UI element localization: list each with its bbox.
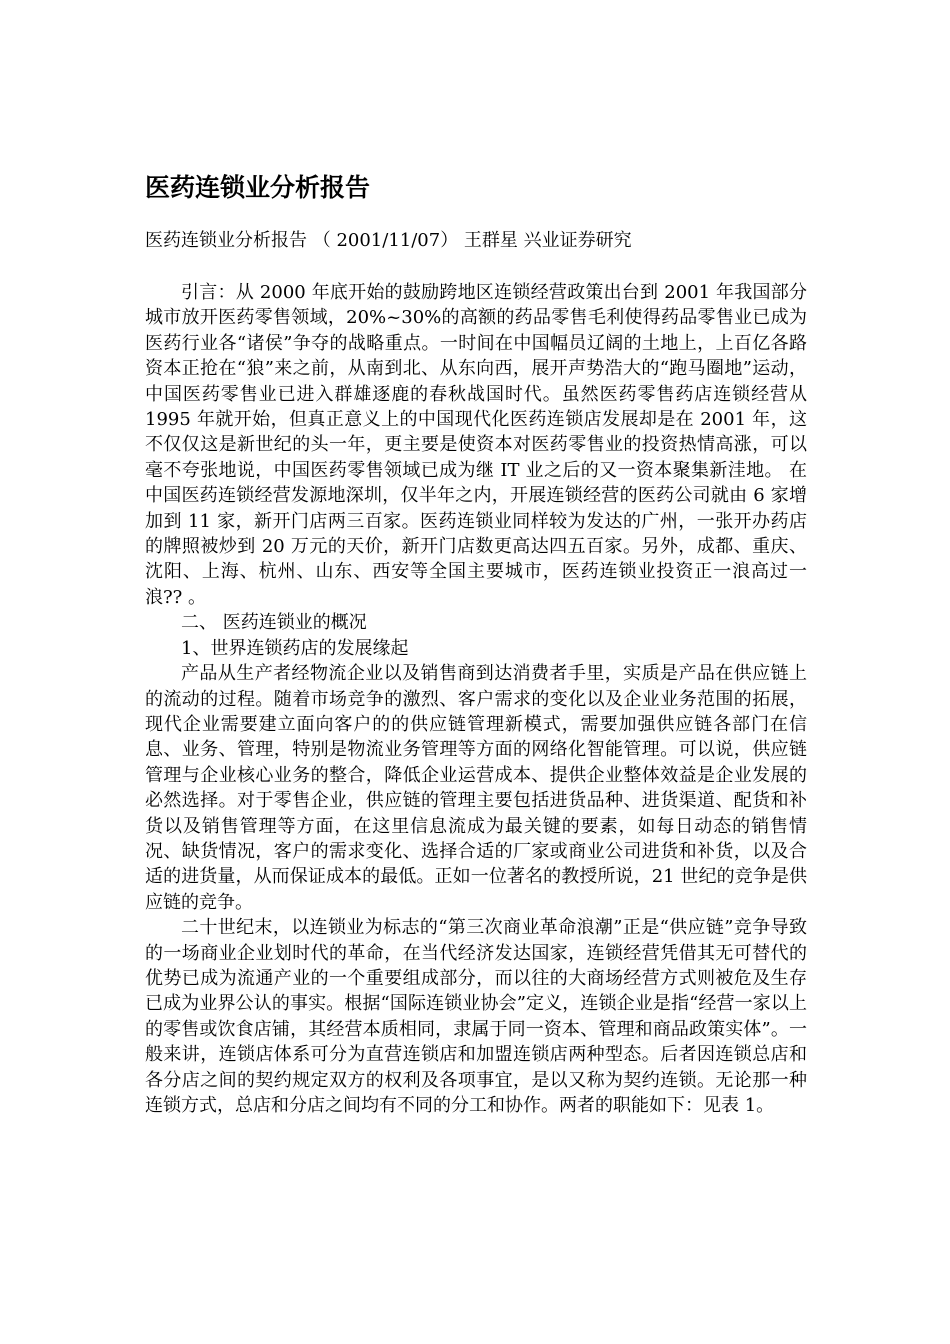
intro-paragraph: 引言：从 2000 年底开始的鼓励跨地区连锁经营政策出台到 2001 年我国部分城市放开医药零售领域，20%~30%的高额的药品零售毛利使得药品零售业已成为医药行业各“诸侯”争夺的战略重点。一时间在中国幅员辽阔的土地上，上百亿各路资本正抢在“狼”来之前，从南到北、从东向西，展开声势浩大的“跑马圈地”运动，中国医药零售业已进入群雄逐鹿的春秋战国时代。虽然医药零售药店连锁经营从 1995 年就开始，但真正意义上的中国现代化医药连锁店发展却是在 2001 年，这不仅仅这是新世纪的头一年，更主要是使资本对医药零售业的投资热情高涨，可以毫不夸张地说，中国医药零售领域已成为继 IT 业之后的又一资本聚集新洼地。 在中国医药连锁经营发源地深圳，仅半年之内，开展连锁经营的医药公司就由 6 家增加到 11 家，新开门店两三百家。医药连锁业同样较为发达的广州，一张开办药店的牌照被炒到 20 万元的天价，新开门店数更高达四五百家。另外，成都、重庆、沈阳、上海、杭州、山东、西安等全国主要城市，医药连锁业投资正一浪高过一浪?? 。 bbox=[145, 282, 807, 608]
body-paragraph: 产品从生产者经物流企业以及销售商到达消费者手里，实质是产品在供应链上的流动的过程。随着市场竞争的激烈、客户需求的变化以及企业业务范围的拓展，现代企业需要建立面向客户的的供应链管理新模式，需要加强供应链各部门在信息、业务、管理，特别是物流业务管理等方面的网络化智能管理。可以说，供应链管理与企业核心业务的整合，降低企业运营成本、提供企业整体效益是企业发展的必然选择。对于零售企业，供应链的管理主要包括进货品种、进货渠道、配货和补货以及销售管理等方面，在这里信息流成为最关键的要素，如每日动态的销售情况、缺货情况，客户的需求变化、选择合适的厂家或商业公司进货和补货，以及合适的进货量，从而保证成本的最低。正如一位著名的教授所说，21 世纪的竞争是供应链的竞争。 bbox=[145, 663, 807, 913]
document-body bbox=[145, 280, 807, 1118]
section-heading: 二、 医药连锁业的概况 bbox=[181, 612, 367, 634]
document-page bbox=[145, 168, 807, 1118]
body-paragraph: 二十世纪末，以连锁业为标志的“第三次商业革命浪潮”正是“供应链”竞争导致的一场商业企业划时代的革命，在当代经济发达国家，连锁经营凭借其无可替代的优势已成为流通产业的一个重要组成部分，而以往的大商场经营方式则被危及生存已成为业界公认的事实。根据“国际连锁业协会”定义，连锁企业是指“经营一家以上的零售或饮食店铺，其经营本质相同，隶属于同一资本、管理和商品政策实体”。一般来讲，连锁店体系可分为直营连锁店和加盟连锁店两种型态。后者因连锁总店和各分店之间的契约规定双方的权利及各项事宜，是以又称为契约连锁。无论那一种连锁方式，总店和分店之间均有不同的分工和协作。两者的职能如下：见表 1。 bbox=[145, 917, 807, 1116]
document-byline: 医药连锁业分析报告 （ 2001/11/07） 王群星 兴业证券研究 bbox=[145, 230, 632, 251]
document-title: 医药连锁业分析报告 bbox=[145, 173, 371, 202]
subsection-heading: 1、世界连锁药店的发展缘起 bbox=[181, 637, 409, 659]
